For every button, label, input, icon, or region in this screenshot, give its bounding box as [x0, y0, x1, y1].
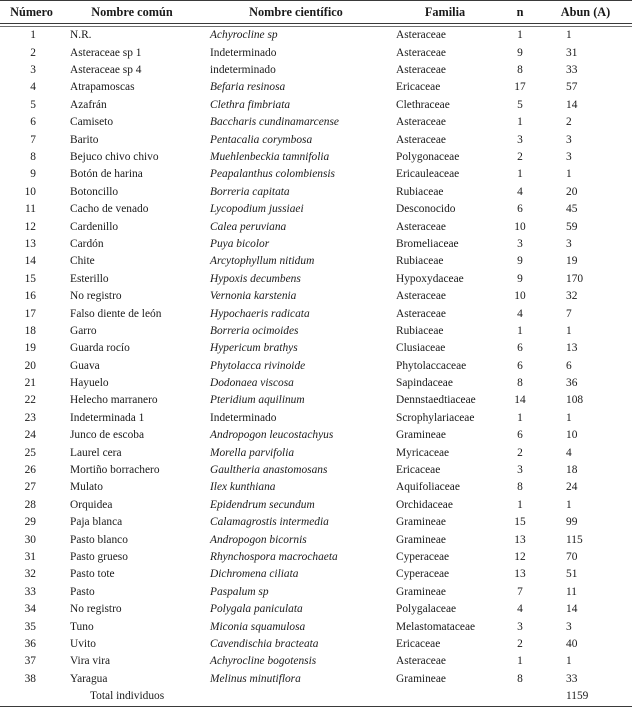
table-row	[0, 166, 632, 183]
cell-abun: 115	[566, 533, 583, 546]
cell-numero: 1	[30, 29, 36, 42]
cell-nombre-cientifico: Andropogon bicornis	[210, 533, 307, 546]
table-row	[0, 219, 632, 236]
table-row	[0, 497, 632, 514]
cell-nombre-cientifico: Calamagrostis intermedia	[210, 516, 329, 529]
cell-n: 17	[514, 81, 526, 94]
column-header-n: n	[500, 1, 540, 24]
cell-abun: 40	[566, 637, 578, 650]
cell-nombre-comun: Botón de harina	[70, 168, 143, 181]
cell-abun: 10	[566, 429, 578, 442]
cell-numero: 12	[24, 220, 36, 233]
cell-numero: 36	[24, 637, 36, 650]
cell-n: 9	[517, 272, 523, 285]
cell-nombre-cientifico: Vernonia karstenia	[210, 290, 297, 303]
table-row	[0, 601, 632, 618]
cell-n: 1	[517, 116, 523, 129]
cell-n: 4	[517, 307, 523, 320]
cell-familia: Hypoxydaceae	[396, 272, 464, 285]
cell-n: 2	[517, 151, 523, 164]
cell-nombre-cientifico: Borreria ocimoides	[210, 324, 299, 337]
table-row	[0, 114, 632, 131]
cell-abun: 7	[566, 307, 572, 320]
cell-numero: 18	[24, 324, 36, 337]
cell-abun: 1	[566, 655, 572, 668]
cell-nombre-cientifico: Dodonaea viscosa	[210, 377, 294, 390]
cell-nombre-comun: N.R.	[70, 29, 92, 42]
cell-familia: Bromeliaceae	[396, 237, 459, 250]
cell-numero: 15	[24, 272, 36, 285]
cell-n: 9	[517, 255, 523, 268]
cell-nombre-comun: Chite	[70, 255, 95, 268]
cell-nombre-cientifico: Puya bicolor	[210, 237, 270, 250]
cell-nombre-cientifico: Cavendischia bracteata	[210, 637, 319, 650]
table-row	[0, 253, 632, 270]
table-row	[0, 479, 632, 496]
cell-abun: 1	[566, 498, 572, 511]
cell-nombre-comun: Asteraceae sp 1	[70, 46, 142, 59]
cell-n: 3	[517, 237, 523, 250]
cell-numero: 6	[30, 116, 36, 129]
cell-abun: 20	[566, 185, 578, 198]
cell-numero: 28	[24, 498, 36, 511]
cell-numero: 13	[24, 237, 36, 250]
cell-numero: 8	[30, 151, 36, 164]
cell-nombre-cientifico: Calea peruviana	[210, 220, 287, 233]
table-row	[0, 671, 632, 688]
cell-familia: Melastomataceae	[396, 620, 476, 633]
column-header-nombre-cientifico: Nombre científico	[202, 1, 390, 24]
table-row	[0, 132, 632, 149]
cell-abun: 4	[566, 446, 572, 459]
cell-numero: 33	[24, 585, 36, 598]
cell-familia: Polygalaceae	[396, 603, 457, 616]
cell-nombre-cientifico: Morella parvifolia	[210, 446, 295, 459]
cell-nombre-cientifico: Achyrocline bogotensis	[210, 655, 317, 668]
cell-nombre-comun: No registro	[70, 290, 122, 303]
cell-n: 3	[517, 620, 523, 633]
cell-n: 6	[517, 203, 523, 216]
cell-abun: 3	[566, 620, 572, 633]
table-row	[0, 410, 632, 427]
cell-familia: Ericaceae	[396, 464, 441, 477]
cell-abun: 1	[566, 168, 572, 181]
cell-nombre-comun: Atrapamoscas	[70, 81, 135, 94]
cell-n: 8	[517, 377, 523, 390]
table-row	[0, 79, 632, 96]
table-row	[0, 653, 632, 670]
cell-nombre-cientifico: Indeterminado	[210, 46, 277, 59]
cell-nombre-cientifico: Befaria resinosa	[210, 81, 286, 94]
table-row	[0, 445, 632, 462]
cell-abun: 1	[566, 29, 572, 42]
cell-abun: 51	[566, 568, 578, 581]
cell-nombre-comun: Asteraceae sp 4	[70, 64, 142, 77]
cell-familia: Asteraceae	[396, 307, 446, 320]
table-row	[0, 236, 632, 253]
cell-nombre-comun: Uvito	[70, 637, 96, 650]
cell-nombre-comun: Helecho marranero	[70, 394, 158, 407]
cell-familia: Asteraceae	[396, 133, 446, 146]
cell-numero: 3	[30, 64, 36, 77]
cell-n: 13	[514, 568, 526, 581]
cell-nombre-cientifico: Indeterminado	[210, 411, 277, 424]
cell-nombre-comun: Guarda rocío	[70, 342, 130, 355]
table-row	[0, 271, 632, 288]
cell-numero: 29	[24, 516, 36, 529]
cell-nombre-cientifico: Achyrocline sp	[210, 29, 278, 42]
table-body	[0, 27, 632, 706]
cell-abun: 2	[566, 116, 572, 129]
cell-n: 10	[514, 220, 526, 233]
cell-numero: 11	[25, 203, 36, 216]
cell-nombre-comun: Cardenillo	[70, 220, 119, 233]
table-row	[0, 62, 632, 79]
cell-numero: 32	[24, 568, 36, 581]
cell-nombre-cientifico: Andropogon leucostachyus	[210, 429, 334, 442]
cell-numero: 16	[24, 290, 36, 303]
cell-n: 1	[517, 498, 523, 511]
cell-n: 13	[514, 533, 526, 546]
column-header-numero: Número	[0, 1, 62, 24]
table-row	[0, 340, 632, 357]
cell-numero: 19	[24, 342, 36, 355]
cell-familia: Rubiaceae	[396, 324, 444, 337]
cell-abun: 108	[566, 394, 584, 407]
cell-nombre-comun: Junco de escoba	[70, 429, 145, 442]
cell-numero: 9	[30, 168, 36, 181]
cell-n: 4	[517, 185, 523, 198]
cell-n: 3	[517, 133, 523, 146]
cell-n: 5	[517, 98, 523, 111]
table-row	[0, 566, 632, 583]
cell-familia: Dennstaedtiaceae	[396, 394, 476, 407]
cell-familia: Asteraceae	[396, 29, 446, 42]
cell-abun: 59	[566, 220, 578, 233]
cell-familia: Ericauleaceae	[396, 168, 460, 181]
table-header	[0, 1, 632, 27]
cell-nombre-cientifico: Peapalanthus colombiensis	[210, 168, 335, 181]
cell-familia: Desconocido	[396, 203, 456, 216]
cell-nombre-cientifico: Melinus minutiflora	[210, 672, 301, 685]
cell-nombre-cientifico: Gaultheria anastomosans	[210, 464, 328, 477]
cell-nombre-comun: Orquidea	[70, 498, 113, 511]
cell-nombre-comun: Mulato	[70, 481, 103, 494]
cell-nombre-comun: Barito	[70, 133, 99, 146]
cell-nombre-comun: Yaragua	[70, 672, 108, 685]
cell-familia: Asteraceae	[396, 46, 446, 59]
total-spacer-n	[500, 688, 540, 706]
cell-numero: 24	[24, 429, 36, 442]
cell-nombre-comun: No registro	[70, 603, 122, 616]
cell-nombre-cientifico: Pentacalia corymbosa	[210, 133, 313, 146]
cell-abun: 70	[566, 551, 578, 563]
cell-abun: 3	[566, 237, 572, 250]
cell-numero: 25	[24, 446, 36, 459]
cell-nombre-cientifico: Lycopodium jussiaei	[210, 203, 304, 216]
cell-n: 7	[517, 585, 523, 598]
cell-numero: 5	[30, 98, 36, 111]
cell-nombre-comun: Pasto	[70, 585, 95, 598]
cell-nombre-comun: Cardón	[70, 237, 104, 250]
cell-nombre-comun: Vira vira	[70, 655, 111, 668]
cell-nombre-comun: Bejuco chivo chivo	[70, 151, 159, 164]
cell-familia: Aquifoliaceae	[396, 481, 460, 494]
table-row	[0, 393, 632, 410]
table-row	[0, 514, 632, 531]
cell-nombre-cientifico: Epidendrum secundum	[210, 498, 315, 511]
cell-n: 6	[517, 359, 523, 372]
cell-nombre-cientifico: indeterminado	[210, 64, 276, 77]
cell-familia: Clethraceae	[396, 98, 450, 111]
total-spacer	[0, 688, 62, 706]
cell-nombre-cientifico: Hypoxis decumbens	[210, 272, 301, 285]
cell-nombre-comun: Laurel cera	[70, 446, 122, 459]
table-row	[0, 184, 632, 201]
cell-numero: 34	[24, 603, 36, 616]
cell-nombre-cientifico: Pteridium aquilinum	[210, 394, 305, 407]
table-header-row	[0, 1, 632, 24]
cell-n: 1	[517, 29, 523, 42]
cell-abun: 45	[566, 203, 578, 216]
cell-numero: 14	[24, 255, 36, 268]
cell-nombre-cientifico: Paspalum sp	[210, 585, 269, 598]
cell-abun: 3	[566, 133, 572, 146]
cell-nombre-comun: Guava	[70, 359, 100, 372]
cell-nombre-cientifico: Hypochaeris radicata	[210, 307, 310, 320]
cell-n: 6	[517, 429, 523, 442]
cell-familia: Phytolaccaceae	[396, 359, 467, 372]
cell-nombre-comun: Garro	[70, 324, 97, 337]
cell-n: 3	[517, 464, 523, 477]
cell-numero: 21	[24, 377, 36, 390]
table-row	[0, 636, 632, 653]
cell-nombre-cientifico: Hypericum brathys	[210, 342, 298, 355]
cell-familia: Rubiaceae	[396, 255, 444, 268]
cell-familia: Cyperaceae	[396, 568, 450, 581]
cell-numero: 20	[24, 359, 36, 372]
cell-nombre-comun: Indeterminada 1	[70, 411, 145, 424]
cell-numero: 38	[24, 672, 36, 685]
cell-nombre-cientifico: Clethra fimbriata	[210, 98, 291, 111]
cell-familia: Sapindaceae	[396, 377, 453, 390]
cell-familia: Gramineae	[396, 533, 446, 546]
cell-abun: 3	[566, 151, 572, 164]
total-label: Total individuos	[62, 688, 390, 706]
table-row	[0, 149, 632, 166]
cell-nombre-cientifico: Dichromena ciliata	[210, 568, 299, 581]
cell-numero: 22	[24, 394, 36, 407]
cell-nombre-comun: Pasto tote	[70, 568, 115, 581]
cell-n: 15	[514, 516, 526, 529]
cell-nombre-cientifico: Polygala paniculata	[210, 603, 303, 616]
cell-nombre-comun: Tuno	[70, 620, 94, 633]
cell-n: 1	[517, 324, 523, 337]
total-value: 1159	[540, 688, 632, 706]
cell-nombre-cientifico: Miconia squamulosa	[210, 620, 306, 633]
table-row	[0, 427, 632, 444]
cell-n: 1	[517, 168, 523, 181]
cell-abun: 31	[566, 46, 578, 59]
table-row	[0, 323, 632, 340]
cell-abun: 1	[566, 411, 572, 424]
cell-abun: 19	[566, 255, 578, 268]
cell-abun: 24	[566, 481, 578, 494]
cell-nombre-cientifico: Arcytophyllum nitidum	[210, 255, 315, 268]
cell-nombre-comun: Hayuelo	[70, 377, 109, 390]
table-row	[0, 27, 632, 45]
cell-familia: Scrophylariaceae	[396, 411, 475, 424]
table-row	[0, 306, 632, 323]
table-row	[0, 549, 632, 566]
cell-numero: 31	[24, 551, 36, 563]
table-row	[0, 532, 632, 549]
cell-nombre-comun: Paja blanca	[70, 516, 123, 529]
column-header-abun: Abun (A)	[540, 1, 632, 24]
cell-nombre-comun: Mortiño borrachero	[70, 464, 160, 477]
cell-nombre-comun: Camiseto	[70, 116, 114, 129]
cell-familia: Asteraceae	[396, 290, 446, 303]
cell-abun: 1	[566, 324, 572, 337]
cell-familia: Gramineae	[396, 516, 446, 529]
cell-abun: 6	[566, 359, 572, 372]
cell-numero: 2	[30, 46, 36, 59]
cell-familia: Asteraceae	[396, 64, 446, 77]
cell-numero: 27	[24, 481, 36, 494]
cell-abun: 13	[566, 342, 578, 355]
cell-familia: Gramineae	[396, 672, 446, 685]
table-row	[0, 375, 632, 392]
table-row	[0, 619, 632, 636]
cell-familia: Myricaceae	[396, 446, 450, 459]
cell-familia: Orchidaceae	[396, 498, 453, 511]
cell-abun: 18	[566, 464, 578, 477]
cell-nombre-cientifico: Ilex kunthiana	[210, 481, 276, 494]
cell-abun: 57	[566, 81, 578, 94]
cell-nombre-comun: Cacho de venado	[70, 203, 149, 216]
table-total-row	[0, 688, 632, 706]
cell-numero: 30	[24, 533, 36, 546]
cell-familia: Cyperaceae	[396, 551, 450, 563]
cell-abun: 36	[566, 377, 578, 390]
cell-abun: 14	[566, 603, 578, 616]
cell-nombre-cientifico: Muehlenbeckia tamnifolia	[210, 151, 330, 164]
cell-abun: 11	[566, 585, 577, 598]
cell-nombre-comun: Azafrán	[70, 98, 107, 111]
cell-familia: Clusiaceae	[396, 342, 446, 355]
cell-familia: Rubiaceae	[396, 185, 444, 198]
cell-abun: 33	[566, 672, 578, 685]
cell-nombre-cientifico: Rhynchospora macrochaeta	[210, 551, 338, 563]
table-row	[0, 584, 632, 601]
cell-nombre-comun: Esterillo	[70, 272, 109, 285]
cell-n: 2	[517, 637, 523, 650]
cell-familia: Gramineae	[396, 585, 446, 598]
column-header-nombre-comun: Nombre común	[62, 1, 202, 24]
cell-abun: 33	[566, 64, 578, 77]
cell-n: 10	[514, 290, 526, 303]
cell-nombre-cientifico: Baccharis cundinamarcense	[210, 116, 339, 129]
table-row	[0, 288, 632, 305]
cell-numero: 37	[24, 655, 36, 668]
cell-nombre-cientifico: Phytolacca rivinoide	[210, 359, 306, 372]
cell-n: 1	[517, 411, 523, 424]
cell-n: 12	[514, 551, 526, 563]
cell-n: 8	[517, 481, 523, 494]
total-spacer-familia	[390, 688, 500, 706]
cell-familia: Gramineae	[396, 429, 446, 442]
table-row	[0, 45, 632, 62]
cell-numero: 17	[24, 307, 36, 320]
cell-familia: Asteraceae	[396, 116, 446, 129]
cell-n: 8	[517, 64, 523, 77]
cell-n: 1	[517, 655, 523, 668]
cell-numero: 26	[24, 464, 36, 477]
cell-abun: 14	[566, 98, 578, 111]
cell-n: 2	[517, 446, 523, 459]
cell-numero: 4	[30, 81, 36, 94]
cell-familia: Ericaceae	[396, 81, 441, 94]
cell-abun: 170	[566, 272, 584, 285]
cell-numero: 23	[24, 411, 36, 424]
cell-n: 14	[514, 394, 526, 407]
cell-nombre-comun: Pasto blanco	[70, 533, 128, 546]
table-row	[0, 462, 632, 479]
cell-n: 6	[517, 342, 523, 355]
table-row	[0, 97, 632, 114]
cell-familia: Ericaceae	[396, 637, 441, 650]
cell-nombre-cientifico: Borreria capitata	[210, 185, 290, 198]
cell-n: 8	[517, 672, 523, 685]
table-row	[0, 358, 632, 375]
cell-nombre-comun: Falso diente de león	[70, 307, 162, 320]
cell-familia: Asteraceae	[396, 220, 446, 233]
column-header-familia: Familia	[390, 1, 500, 24]
cell-familia: Asteraceae	[396, 655, 446, 668]
cell-numero: 10	[24, 185, 36, 198]
cell-nombre-comun: Pasto grueso	[70, 551, 128, 563]
cell-nombre-comun: Botoncillo	[70, 185, 119, 198]
cell-n: 4	[517, 603, 523, 616]
cell-numero: 7	[30, 133, 36, 146]
cell-abun: 99	[566, 516, 578, 529]
cell-abun: 32	[566, 290, 578, 303]
cell-familia: Polygonaceae	[396, 151, 460, 164]
cell-numero: 35	[24, 620, 36, 633]
table-row	[0, 201, 632, 218]
cell-n: 9	[517, 46, 523, 59]
